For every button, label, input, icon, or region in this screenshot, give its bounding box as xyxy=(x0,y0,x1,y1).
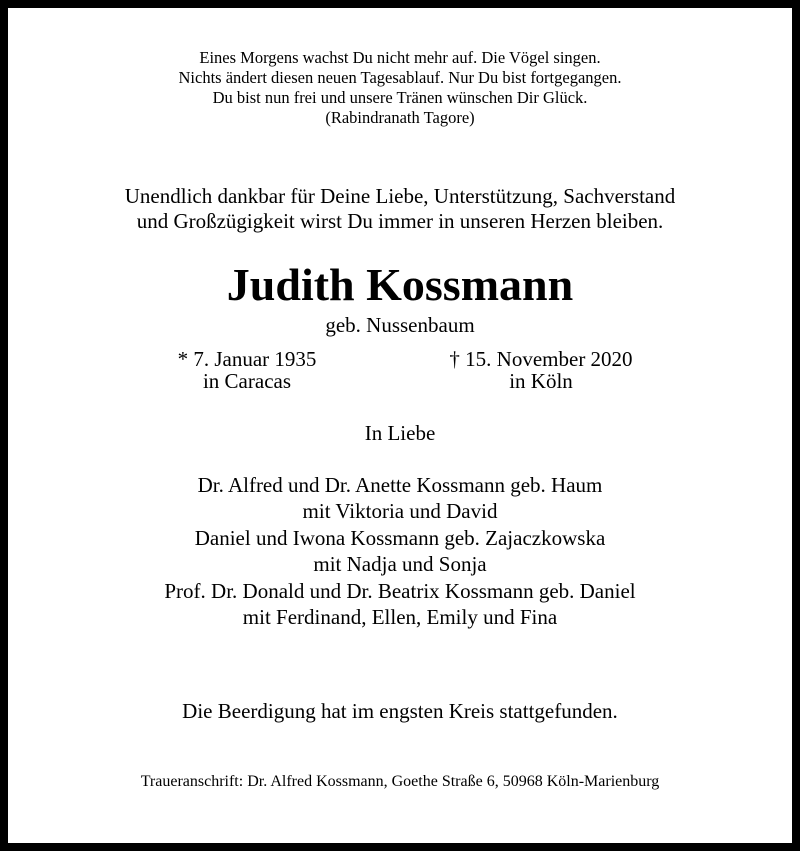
family-member: mit Nadja und Sonja xyxy=(313,552,487,577)
thanks-text xyxy=(8,184,792,234)
mourning-address: Traueranschrift: Dr. Alfred Kossmann, Goethe Straße 6, 50968 Köln-Marienburg xyxy=(140,773,660,790)
thanks-line: und Großzügigkeit wirst Du immer in unseren Herzen bleiben. xyxy=(136,209,664,233)
poem-line: Du bist nun frei und unsere Tränen wünschen Dir Glück. xyxy=(212,88,588,107)
death-info xyxy=(436,348,646,392)
poem-line: Nichts ändert diesen neuen Tagesablauf. Nur Du bist fortgegangen. xyxy=(178,68,622,87)
burial-note: Die Beerdigung hat im engsten Kreis stattgefunden. xyxy=(182,699,618,723)
family-member: Dr. Alfred und Dr. Anette Kossmann geb. Haum xyxy=(197,473,603,497)
family-list xyxy=(8,472,792,630)
family-member: Daniel und Iwona Kossmann geb. Zajaczkowska xyxy=(194,525,606,550)
in-love-heading: In Liebe xyxy=(364,421,436,445)
birth-info xyxy=(152,348,342,392)
death-date: † 15. November 2020 xyxy=(449,347,633,371)
poem-attribution: (Rabindranath Tagore) xyxy=(325,108,475,127)
thanks-line: Unendlich dankbar für Deine Liebe, Unterstützung, Sachverstand xyxy=(124,184,676,208)
family-member: mit Ferdinand, Ellen, Emily und Fina xyxy=(242,605,558,630)
family-member: Prof. Dr. Donald und Dr. Beatrix Kossmann geb. Daniel xyxy=(164,578,636,603)
deceased-name: Judith Kossmann xyxy=(226,259,574,310)
death-place: in Köln xyxy=(509,369,573,393)
birth-place: in Caracas xyxy=(202,369,292,393)
poem-line: Eines Morgens wachst Du nicht mehr auf. Die Vögel singen. xyxy=(199,48,601,67)
family-member: mit Viktoria und David xyxy=(302,499,498,524)
maiden-name: geb. Nussenbaum xyxy=(325,313,475,337)
poem-quote xyxy=(8,48,792,128)
birth-date: * 7. Januar 1935 xyxy=(177,347,317,371)
